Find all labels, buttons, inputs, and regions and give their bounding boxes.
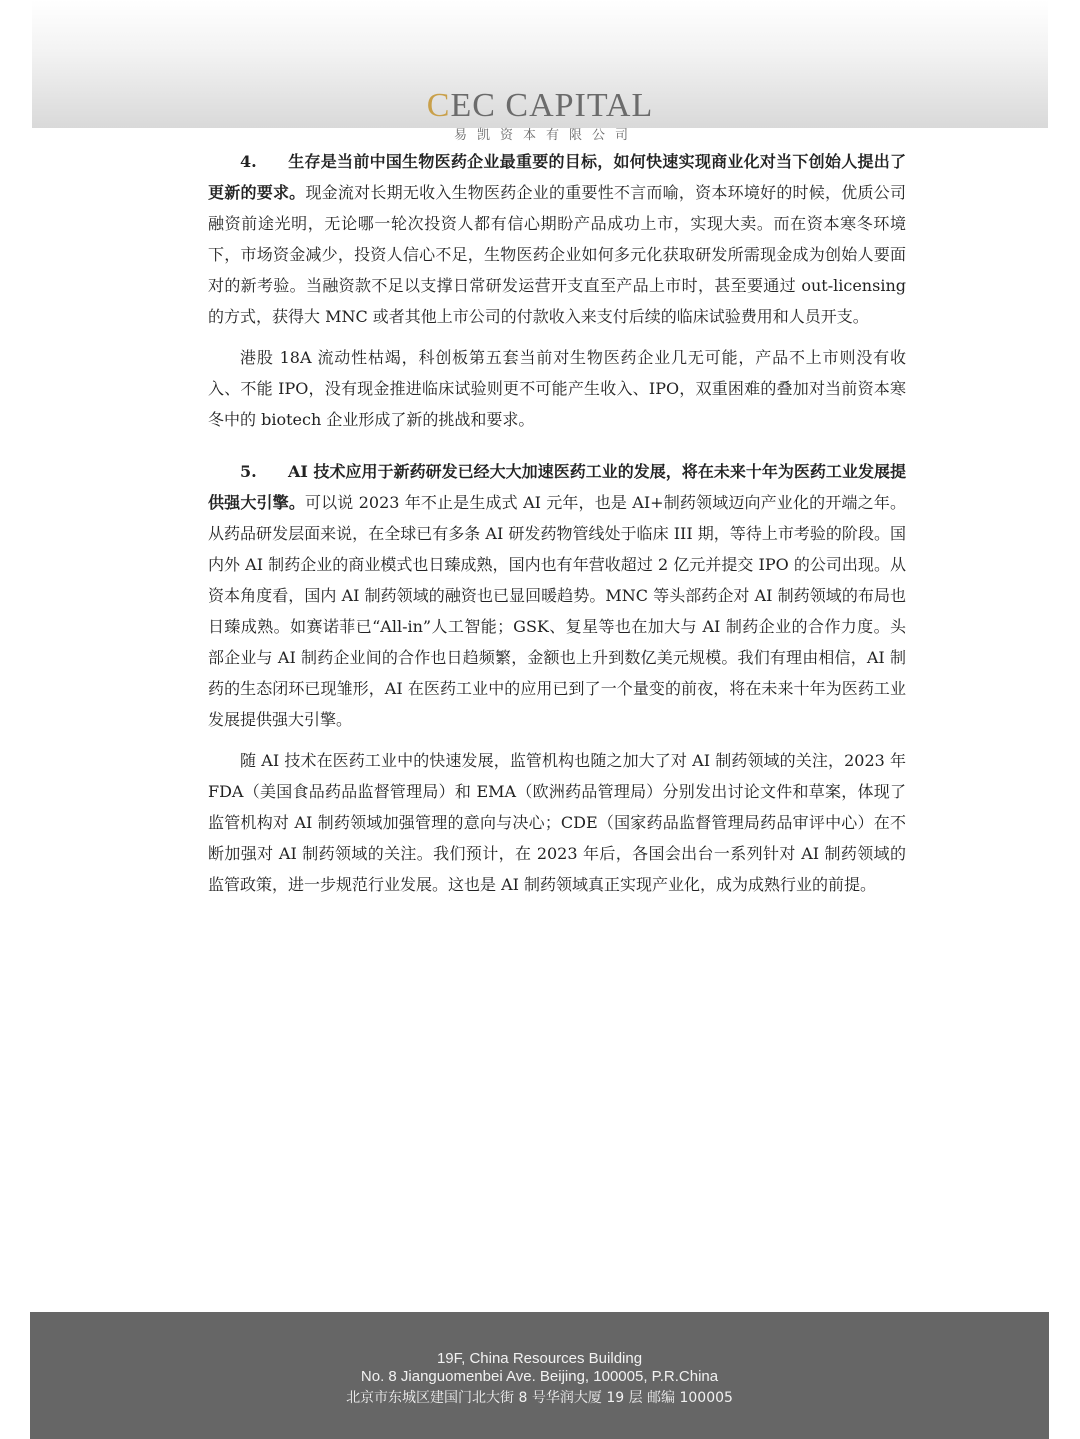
section-5-paragraph bbox=[208, 456, 906, 735]
footer bbox=[30, 1312, 1049, 1439]
section-4-paragraph bbox=[208, 146, 906, 332]
section-number: 4. bbox=[240, 152, 257, 171]
document-body bbox=[208, 146, 906, 900]
section-5-paragraph-2: 随 AI 技术在医药工业中的快速发展，监管机构也随之加大了对 AI 制药领域的关注，2023 年 FDA（美国食品药品监督管理局）和 EMA（欧洲药品管理局）分别发出讨论文件和草案，体现了监管机构对 AI 制药领域加强管理的意向与决心；CDE（国家药品监督管理局药品审评中心）在不断加强对 AI 制药领域的关注。我们预计，在 2023 年后，各国会出台一系列针对 AI 制药领域的监管政策，进一步规范行业发展。这也是 AI 制药领域真正实现产业化，成为成熟行业的前提。 bbox=[208, 751, 906, 894]
logo-subtitle: 易凯资本有限公司 bbox=[453, 128, 638, 143]
footer-address-line-2: No. 8 Jianguomenbei Ave. Beijing, 100005, P.R.China bbox=[360, 1368, 719, 1385]
section-body: 现金流对长期无收入生物医药企业的重要性不言而喻，资本环境好的时候，优质公司融资前途光明，无论哪一轮次投资人都有信心期盼产品成功上市，实现大卖。而在资本寒冬环境下，市场资金减少，投资人信心不足，生物医药企业如何多元化获取研发所需现金成为创始人要面对的新考验。当融资款不足以支撑日常研发运营开支直至产品上市时，甚至要通过 out-licensing 的方式，获得大 MNC 或者其他上市公司的付款收入来支付后续的临床试验费用和人员开支。 bbox=[208, 183, 906, 326]
section-lead: 生存是当前中国生物医药企业最重要的目标，如何快速实现商业化对当下创始人提出了更新的要求。 bbox=[208, 152, 906, 202]
section-number: 5. bbox=[240, 462, 257, 481]
company-logo bbox=[0, 88, 1080, 143]
section-body: 可以说 2023 年不止是生成式 AI 元年，也是 AI+制药领域迈向产业化的开端之年。从药品研发层面来说，在全球已有多条 AI 研发药物管线处于临床 III 期，等待上市考验的阶段。国内外 AI 制药企业的商业模式也日臻成熟，国内也有年营收超过 2 亿元并提交 IPO 的公司出现。从资本角度看，国内 AI 制药领域的融资也已显回暖趋势。MNC 等头部药企对 AI 制药领域的布局也日臻成熟。如赛诺菲已“All-in”人工智能；GSK、复星等也在加大与 AI 制药企业的合作力度。头部企业与 AI 制药企业间的合作也日趋频繁，金额也上升到数亿美元规模。我们有理由相信，AI 制药的生态闭环已现雏形，AI 在医药工业中的应用已到了一个量变的前夜，将在未来十年为医药工业发展提供强大引擎。 bbox=[208, 493, 906, 729]
footer-address-line-1: 19F, China Resources Building bbox=[436, 1350, 643, 1367]
logo-wordmark: CEC CAPITAL bbox=[426, 87, 654, 124]
section-4-paragraph-2: 港股 18A 流动性枯竭，科创板第五套当前对生物医药企业几无可能，产品不上市则没有收入、不能 IPO，没有现金推进临床试验则更不可能产生收入、IPO，双重困难的叠加对当前资本寒冬中的 biotech 企业形成了新的挑战和要求。 bbox=[208, 348, 906, 429]
section-lead: AI 技术应用于新药研发已经大大加速医药工业的发展，将在未来十年为医药工业发展提供强大引擎。 bbox=[208, 462, 906, 512]
footer-address-line-3: 北京市东城区建国门北大街 8 号华润大厦 19 层 邮编 100005 bbox=[346, 1390, 733, 1406]
